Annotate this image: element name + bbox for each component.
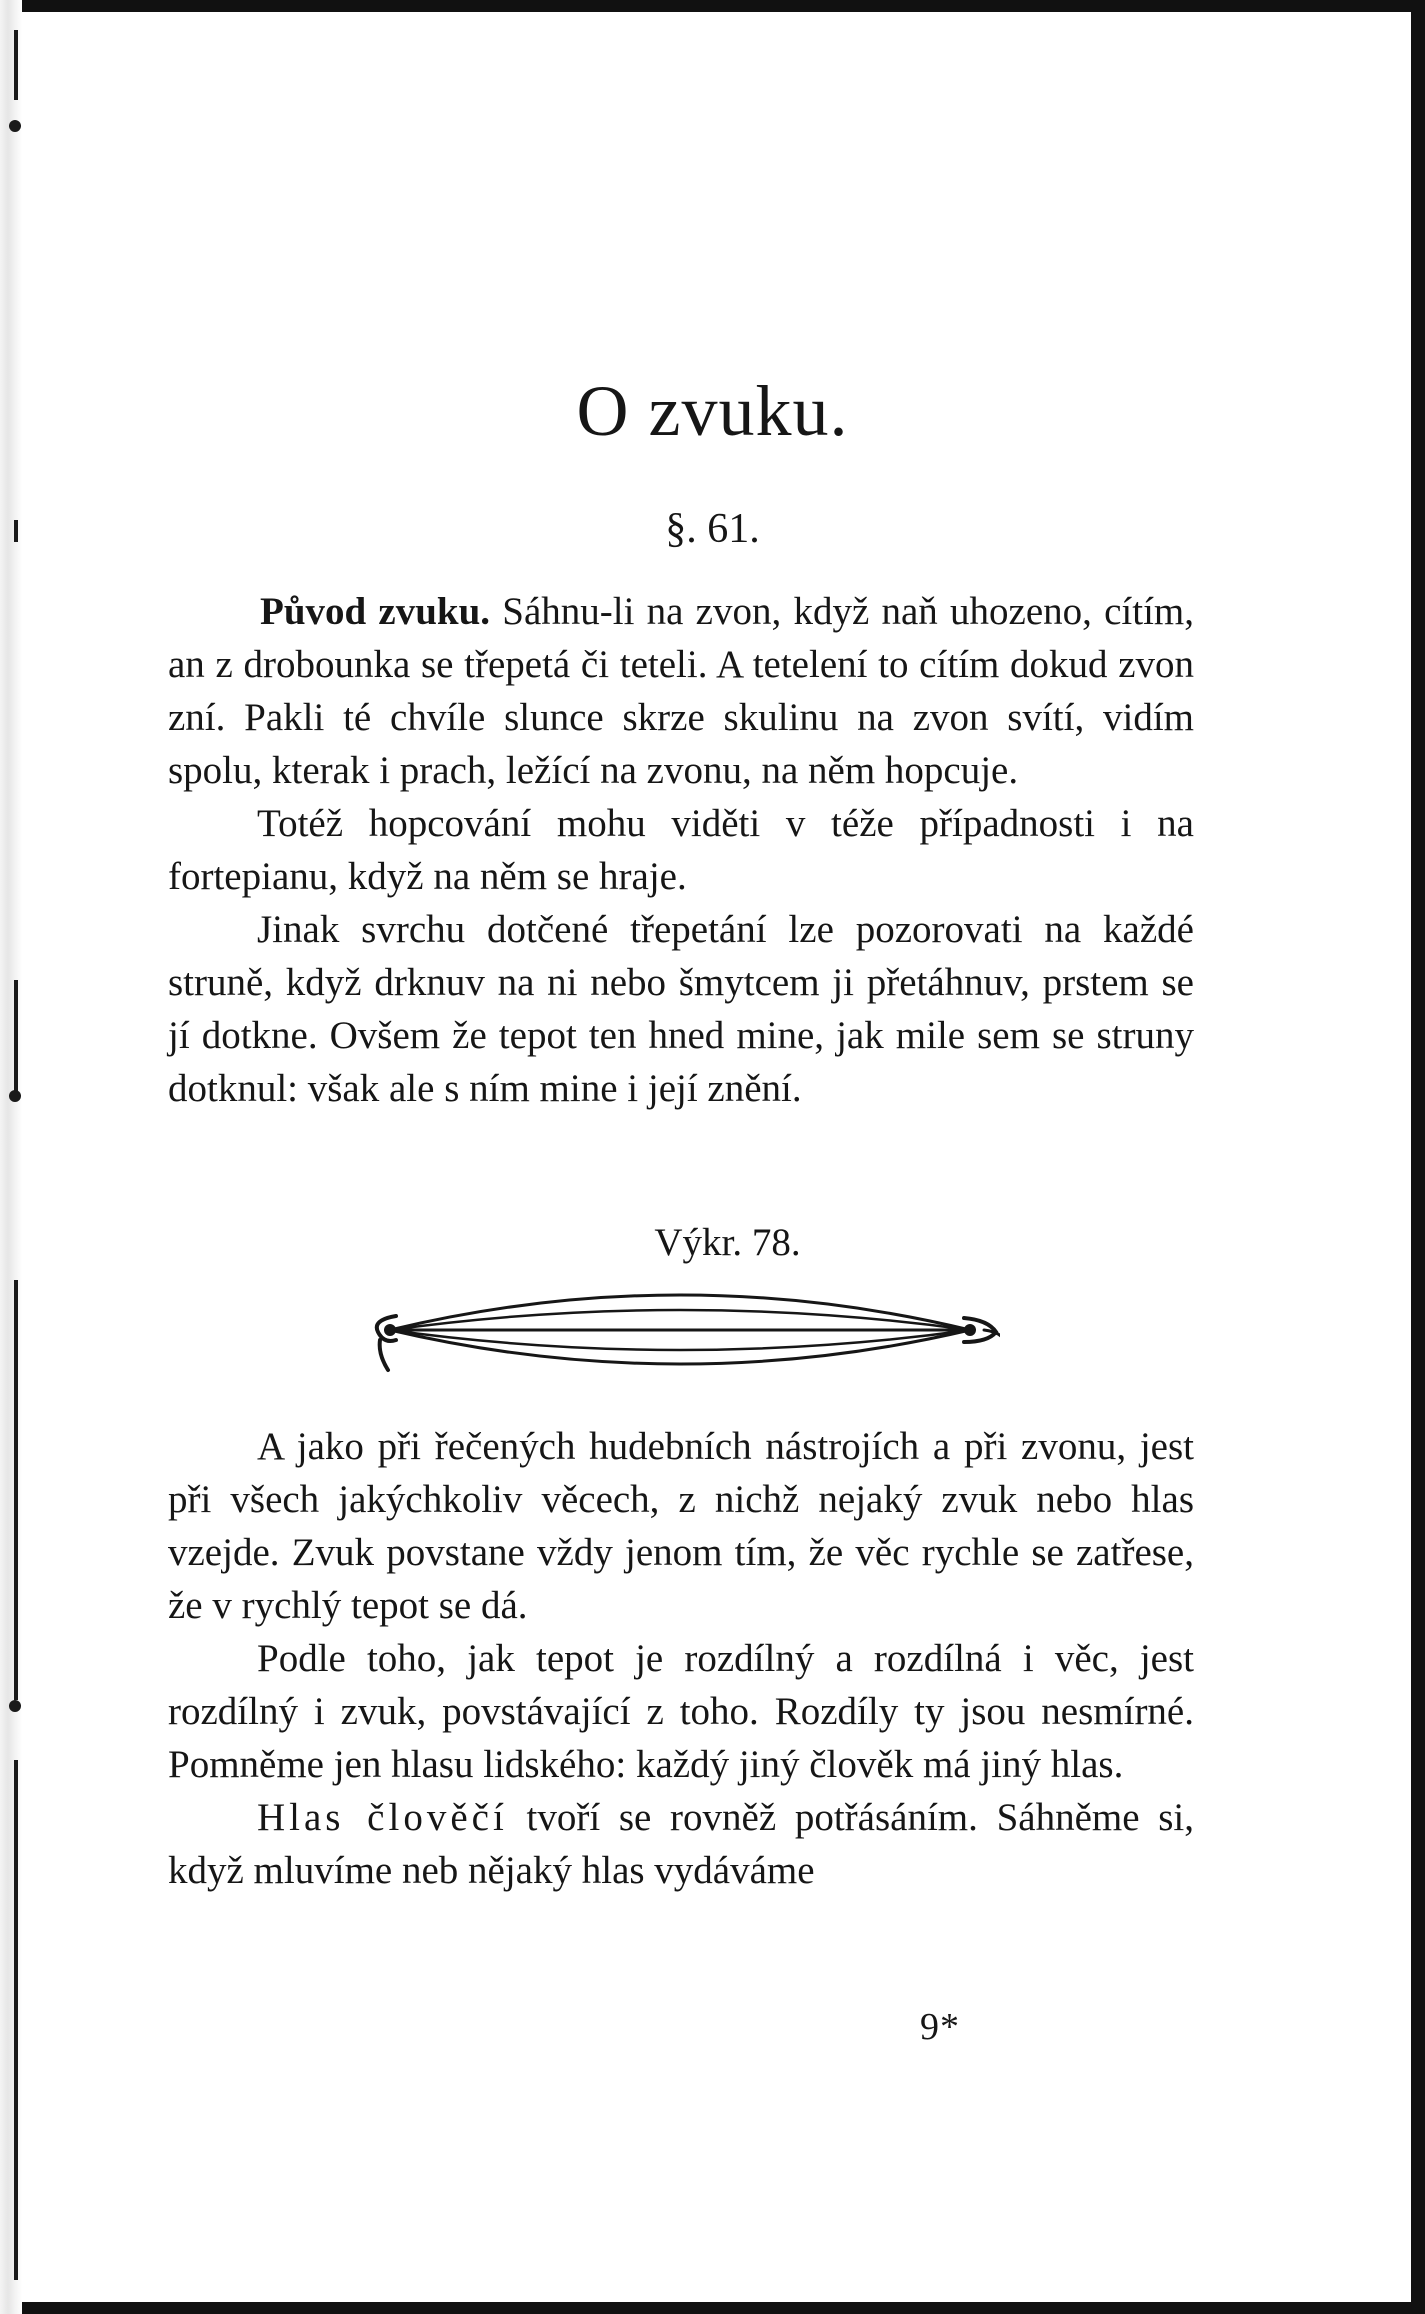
string-curve [390, 1330, 970, 1364]
binding-mark [14, 30, 18, 100]
fixing-point [384, 1324, 396, 1336]
paragraph-human-voice [168, 1791, 1194, 1897]
paragraph-instruments: A jako při řečených hudebních nástrojích a při zvonu, jest při všech jakýchkoliv věcech, z nichž nejaký zvuk nebo hlas vzejde. Zvuk povstane vždy jenom tím, že věc rychle se zatřese, že v rychlý tepot se dá. [168, 1425, 1194, 1627]
text-block-lower [168, 1420, 1194, 1897]
page-title: O zvuku. [576, 371, 849, 451]
paragraph-heading: Původ zvuku. [260, 590, 491, 633]
binding-mark [9, 120, 21, 132]
paragraph-body: Sáhnu-li na zvon, když naň uhozeno, cítím, an z drobounka se třepetá či teteli. A tetelení to cítím dokud zvon zní. Pakli té chvíle slunce skrze skulinu na zvon svítí, vidím spolu, kterak i prach, ležící na zvonu, na něm hopcuje. [168, 590, 1195, 792]
section-number: §. 61. [665, 506, 760, 552]
binding-mark [9, 1090, 21, 1102]
paragraph-origin-of-sound [168, 585, 1194, 797]
left-peg-tail [380, 1340, 388, 1370]
binding-mark [14, 1760, 18, 2180]
paragraph-body: tvoří se rovněž potřásáním. Sáhněme si, když mluvíme neb nějaký hlas vydáváme [168, 1796, 1195, 1892]
fixing-point [964, 1324, 976, 1336]
string-curve [390, 1295, 970, 1330]
figure-caption: Výkr. 78. [654, 1221, 801, 1264]
binding-edge [0, 0, 22, 2314]
text-block-upper [168, 585, 1194, 1115]
binding-mark [14, 1280, 18, 1700]
paragraph-string: Jinak svrchu dotčené třepetání lze pozorovati na každé struně, když drknuv na ni nebo šmytcem ji přetáhnuv, prstem se jí dotkne. Ovšem že tepot ten hned mine, jak mile sem se struny dotknul: však ale s ním mine i její znění. [168, 908, 1194, 1110]
binding-mark [14, 980, 18, 1100]
signature-mark: 9* [920, 2006, 960, 2048]
paragraph-heading: Hlas člověčí [257, 1796, 508, 1839]
binding-mark [14, 2160, 18, 2280]
vibrating-string-figure [360, 1280, 1000, 1400]
paragraph-fortepiano: Totéž hopcování mohu viděti v téže případnosti i na fortepianu, když na něm se hraje. [168, 802, 1194, 898]
paragraph-differences: Podle toho, jak tepot je rozdílný a rozdílná i věc, jest rozdílný i zvuk, povstávající z toho. Rozdíly ty jsou nesmírné. Pomněme jen hlasu lidského: každý jiný člověk má jiný hlas. [168, 1637, 1194, 1786]
binding-mark [9, 1700, 21, 1712]
